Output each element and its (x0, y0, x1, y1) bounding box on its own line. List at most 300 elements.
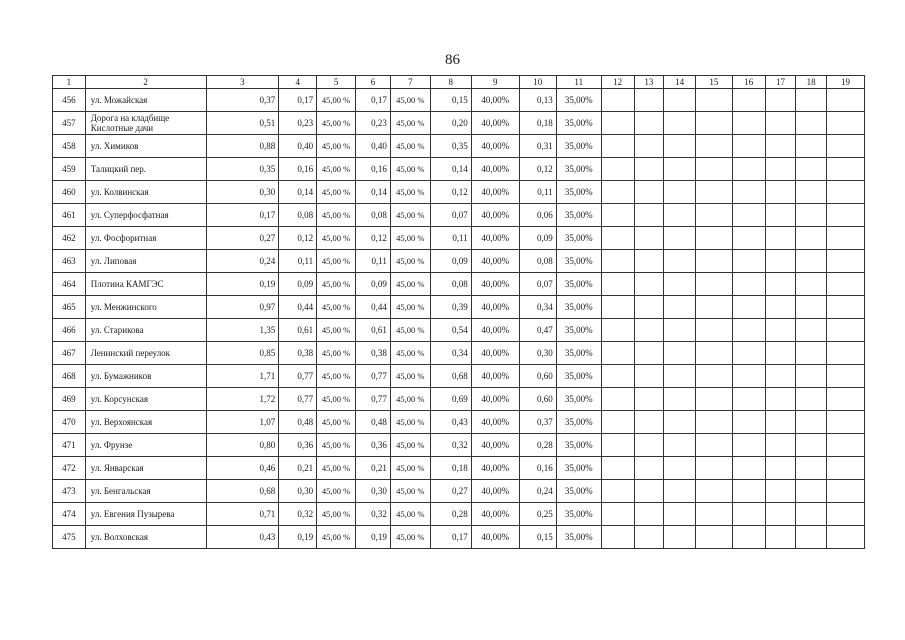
col-3-value: 1,72 (206, 388, 279, 411)
empty-cell (796, 296, 827, 319)
empty-cell (732, 480, 765, 503)
empty-cell (695, 112, 732, 135)
empty-cell (695, 480, 732, 503)
empty-cell (664, 480, 696, 503)
empty-cell (664, 457, 696, 480)
col-5-percent: 45,00 % (317, 112, 356, 135)
empty-cell (601, 434, 634, 457)
empty-cell (695, 250, 732, 273)
empty-cell (732, 457, 765, 480)
col-4-value: 0,32 (279, 503, 317, 526)
col-9-percent: 40,00% (471, 411, 519, 434)
street-name: ул. Бенгальская (85, 480, 206, 503)
street-name: ул. Волховская (85, 526, 206, 549)
col-4-value: 0,08 (279, 204, 317, 227)
empty-cell (732, 503, 765, 526)
row-number: 456 (53, 89, 86, 112)
col-5-percent: 45,00 % (317, 319, 356, 342)
street-name: Плотина КАМГЭС (85, 273, 206, 296)
street-name: ул. Фосфоритная (85, 227, 206, 250)
col-4-value: 0,09 (279, 273, 317, 296)
street-name: Дорога на кладбище Кислотные дачи (85, 112, 206, 135)
empty-cell (732, 204, 765, 227)
col-10-value: 0,30 (519, 342, 556, 365)
empty-cell (827, 296, 865, 319)
street-name: ул. Январская (85, 457, 206, 480)
column-header-12: 12 (601, 76, 634, 89)
column-header-3: 3 (206, 76, 279, 89)
empty-cell (796, 503, 827, 526)
col-6-value: 0,48 (356, 411, 391, 434)
empty-cell (601, 158, 634, 181)
table-row (53, 112, 865, 135)
col-3-value: 0,19 (206, 273, 279, 296)
column-header-5: 5 (317, 76, 356, 89)
empty-cell (796, 112, 827, 135)
empty-cell (732, 411, 765, 434)
col-3-value: 0,27 (206, 227, 279, 250)
empty-cell (601, 457, 634, 480)
empty-cell (827, 342, 865, 365)
col-7-percent: 45,00 % (390, 319, 430, 342)
row-number: 472 (53, 457, 86, 480)
col-10-value: 0,11 (519, 181, 556, 204)
empty-cell (664, 112, 696, 135)
street-name: ул. Фрунзе (85, 434, 206, 457)
col-3-value: 1,07 (206, 411, 279, 434)
col-6-value: 0,30 (356, 480, 391, 503)
col-4-value: 0,36 (279, 434, 317, 457)
empty-cell (634, 388, 664, 411)
col-7-percent: 45,00 % (390, 112, 430, 135)
col-9-percent: 40,00% (471, 296, 519, 319)
empty-cell (765, 135, 796, 158)
empty-cell (634, 273, 664, 296)
empty-cell (765, 158, 796, 181)
col-6-value: 0,11 (356, 250, 391, 273)
empty-cell (796, 457, 827, 480)
col-8-value: 0,20 (430, 112, 471, 135)
col-8-value: 0,34 (430, 342, 471, 365)
col-10-value: 0,60 (519, 388, 556, 411)
col-5-percent: 45,00 % (317, 388, 356, 411)
col-8-value: 0,43 (430, 411, 471, 434)
row-number: 461 (53, 204, 86, 227)
col-9-percent: 40,00% (471, 342, 519, 365)
col-4-value: 0,23 (279, 112, 317, 135)
table-row (53, 342, 865, 365)
col-6-value: 0,23 (356, 112, 391, 135)
col-6-value: 0,36 (356, 434, 391, 457)
empty-cell (765, 526, 796, 549)
column-header-16: 16 (732, 76, 765, 89)
empty-cell (732, 158, 765, 181)
table-row (53, 319, 865, 342)
empty-cell (601, 342, 634, 365)
empty-cell (765, 250, 796, 273)
col-11-percent: 35,00% (556, 273, 601, 296)
col-3-value: 0,30 (206, 181, 279, 204)
column-header-15: 15 (695, 76, 732, 89)
col-8-value: 0,32 (430, 434, 471, 457)
col-7-percent: 45,00 % (390, 227, 430, 250)
empty-cell (664, 296, 696, 319)
empty-cell (634, 135, 664, 158)
col-9-percent: 40,00% (471, 158, 519, 181)
row-number: 468 (53, 365, 86, 388)
table-row (53, 434, 865, 457)
col-11-percent: 35,00% (556, 227, 601, 250)
col-8-value: 0,08 (430, 273, 471, 296)
empty-cell (765, 388, 796, 411)
table-row (53, 250, 865, 273)
empty-cell (664, 526, 696, 549)
col-4-value: 0,17 (279, 89, 317, 112)
col-3-value: 0,68 (206, 480, 279, 503)
col-3-value: 0,71 (206, 503, 279, 526)
col-3-value: 0,97 (206, 296, 279, 319)
col-8-value: 0,11 (430, 227, 471, 250)
col-7-percent: 45,00 % (390, 181, 430, 204)
col-6-value: 0,38 (356, 342, 391, 365)
col-8-value: 0,09 (430, 250, 471, 273)
col-10-value: 0,15 (519, 526, 556, 549)
empty-cell (601, 319, 634, 342)
empty-cell (827, 135, 865, 158)
empty-cell (827, 204, 865, 227)
col-8-value: 0,68 (430, 365, 471, 388)
col-9-percent: 40,00% (471, 365, 519, 388)
empty-cell (695, 319, 732, 342)
table-row (53, 204, 865, 227)
col-3-value: 0,85 (206, 342, 279, 365)
col-9-percent: 40,00% (471, 457, 519, 480)
col-3-value: 0,35 (206, 158, 279, 181)
col-8-value: 0,27 (430, 480, 471, 503)
street-name: ул. Бумажников (85, 365, 206, 388)
col-4-value: 0,77 (279, 365, 317, 388)
empty-cell (732, 135, 765, 158)
empty-cell (827, 365, 865, 388)
column-header-1: 1 (53, 76, 86, 89)
col-9-percent: 40,00% (471, 89, 519, 112)
column-header-10: 10 (519, 76, 556, 89)
col-3-value: 0,17 (206, 204, 279, 227)
col-10-value: 0,47 (519, 319, 556, 342)
empty-cell (601, 204, 634, 227)
empty-cell (765, 457, 796, 480)
col-11-percent: 35,00% (556, 319, 601, 342)
col-6-value: 0,16 (356, 158, 391, 181)
col-6-value: 0,14 (356, 181, 391, 204)
row-number: 464 (53, 273, 86, 296)
col-3-value: 1,35 (206, 319, 279, 342)
col-11-percent: 35,00% (556, 204, 601, 227)
col-7-percent: 45,00 % (390, 158, 430, 181)
row-number: 471 (53, 434, 86, 457)
empty-cell (827, 89, 865, 112)
col-6-value: 0,19 (356, 526, 391, 549)
row-number: 462 (53, 227, 86, 250)
empty-cell (796, 480, 827, 503)
empty-cell (827, 250, 865, 273)
empty-cell (695, 181, 732, 204)
empty-cell (664, 250, 696, 273)
empty-cell (634, 480, 664, 503)
empty-cell (765, 434, 796, 457)
empty-cell (695, 342, 732, 365)
table-row (53, 526, 865, 549)
col-10-value: 0,07 (519, 273, 556, 296)
col-9-percent: 40,00% (471, 135, 519, 158)
empty-cell (695, 89, 732, 112)
col-11-percent: 35,00% (556, 158, 601, 181)
col-7-percent: 45,00 % (390, 411, 430, 434)
col-7-percent: 45,00 % (390, 273, 430, 296)
col-11-percent: 35,00% (556, 388, 601, 411)
col-10-value: 0,37 (519, 411, 556, 434)
empty-cell (732, 342, 765, 365)
col-8-value: 0,54 (430, 319, 471, 342)
col-6-value: 0,77 (356, 388, 391, 411)
empty-cell (664, 135, 696, 158)
row-number: 463 (53, 250, 86, 273)
empty-cell (601, 273, 634, 296)
empty-cell (765, 296, 796, 319)
col-9-percent: 40,00% (471, 227, 519, 250)
col-11-percent: 35,00% (556, 480, 601, 503)
col-4-value: 0,21 (279, 457, 317, 480)
column-header-13: 13 (634, 76, 664, 89)
empty-cell (601, 227, 634, 250)
col-6-value: 0,17 (356, 89, 391, 112)
empty-cell (695, 388, 732, 411)
empty-cell (695, 273, 732, 296)
col-4-value: 0,40 (279, 135, 317, 158)
col-8-value: 0,18 (430, 457, 471, 480)
col-7-percent: 45,00 % (390, 457, 430, 480)
row-number: 473 (53, 480, 86, 503)
street-name: ул. Можайская (85, 89, 206, 112)
column-header-7: 7 (390, 76, 430, 89)
street-name: ул. Верхоянская (85, 411, 206, 434)
empty-cell (796, 342, 827, 365)
empty-cell (796, 388, 827, 411)
col-11-percent: 35,00% (556, 135, 601, 158)
row-number: 459 (53, 158, 86, 181)
col-10-value: 0,09 (519, 227, 556, 250)
col-8-value: 0,15 (430, 89, 471, 112)
col-10-value: 0,06 (519, 204, 556, 227)
street-name: ул. Менжинского (85, 296, 206, 319)
empty-cell (664, 273, 696, 296)
col-6-value: 0,21 (356, 457, 391, 480)
empty-cell (732, 388, 765, 411)
empty-cell (634, 503, 664, 526)
empty-cell (664, 227, 696, 250)
empty-cell (765, 89, 796, 112)
empty-cell (695, 434, 732, 457)
empty-cell (827, 434, 865, 457)
empty-cell (634, 112, 664, 135)
empty-cell (732, 112, 765, 135)
row-number: 460 (53, 181, 86, 204)
col-10-value: 0,13 (519, 89, 556, 112)
col-10-value: 0,28 (519, 434, 556, 457)
table-row (53, 273, 865, 296)
empty-cell (601, 296, 634, 319)
col-9-percent: 40,00% (471, 480, 519, 503)
table-row (53, 480, 865, 503)
empty-cell (601, 411, 634, 434)
column-header-18: 18 (796, 76, 827, 89)
col-7-percent: 45,00 % (390, 296, 430, 319)
col-5-percent: 45,00 % (317, 250, 356, 273)
empty-cell (664, 503, 696, 526)
col-4-value: 0,38 (279, 342, 317, 365)
empty-cell (695, 457, 732, 480)
empty-cell (634, 296, 664, 319)
empty-cell (827, 503, 865, 526)
col-4-value: 0,16 (279, 158, 317, 181)
col-10-value: 0,12 (519, 158, 556, 181)
col-3-value: 0,43 (206, 526, 279, 549)
col-8-value: 0,17 (430, 526, 471, 549)
empty-cell (664, 365, 696, 388)
table-row (53, 296, 865, 319)
empty-cell (664, 204, 696, 227)
empty-cell (732, 296, 765, 319)
empty-cell (634, 158, 664, 181)
empty-cell (634, 89, 664, 112)
empty-cell (601, 181, 634, 204)
col-7-percent: 45,00 % (390, 204, 430, 227)
table-row (53, 89, 865, 112)
empty-cell (664, 434, 696, 457)
col-5-percent: 45,00 % (317, 526, 356, 549)
col-7-percent: 45,00 % (390, 342, 430, 365)
col-3-value: 0,37 (206, 89, 279, 112)
col-7-percent: 45,00 % (390, 388, 430, 411)
street-name: Талицкий пер. (85, 158, 206, 181)
col-11-percent: 35,00% (556, 342, 601, 365)
empty-cell (765, 227, 796, 250)
empty-cell (634, 204, 664, 227)
col-3-value: 1,71 (206, 365, 279, 388)
col-7-percent: 45,00 % (390, 89, 430, 112)
col-10-value: 0,60 (519, 365, 556, 388)
row-number: 470 (53, 411, 86, 434)
col-11-percent: 35,00% (556, 365, 601, 388)
empty-cell (827, 181, 865, 204)
empty-cell (796, 227, 827, 250)
col-10-value: 0,08 (519, 250, 556, 273)
empty-cell (765, 319, 796, 342)
col-7-percent: 45,00 % (390, 135, 430, 158)
empty-cell (634, 365, 664, 388)
col-7-percent: 45,00 % (390, 250, 430, 273)
empty-cell (796, 434, 827, 457)
col-5-percent: 45,00 % (317, 480, 356, 503)
col-7-percent: 45,00 % (390, 480, 430, 503)
empty-cell (695, 296, 732, 319)
empty-cell (827, 526, 865, 549)
street-name: Ленинский переулок (85, 342, 206, 365)
empty-cell (827, 158, 865, 181)
empty-cell (695, 411, 732, 434)
row-number: 457 (53, 112, 86, 135)
row-number: 469 (53, 388, 86, 411)
empty-cell (732, 365, 765, 388)
row-number: 466 (53, 319, 86, 342)
empty-cell (796, 158, 827, 181)
empty-cell (634, 457, 664, 480)
col-3-value: 0,51 (206, 112, 279, 135)
empty-cell (634, 227, 664, 250)
col-8-value: 0,12 (430, 181, 471, 204)
page-number: 86 (445, 52, 460, 68)
empty-cell (634, 434, 664, 457)
col-9-percent: 40,00% (471, 112, 519, 135)
empty-cell (601, 480, 634, 503)
empty-cell (695, 365, 732, 388)
empty-cell (695, 503, 732, 526)
col-4-value: 0,77 (279, 388, 317, 411)
empty-cell (664, 158, 696, 181)
col-5-percent: 45,00 % (317, 365, 356, 388)
empty-cell (634, 319, 664, 342)
empty-cell (695, 227, 732, 250)
empty-cell (634, 342, 664, 365)
col-11-percent: 35,00% (556, 434, 601, 457)
table-row (53, 135, 865, 158)
col-8-value: 0,14 (430, 158, 471, 181)
col-5-percent: 45,00 % (317, 296, 356, 319)
empty-cell (765, 365, 796, 388)
col-5-percent: 45,00 % (317, 135, 356, 158)
col-4-value: 0,11 (279, 250, 317, 273)
col-4-value: 0,44 (279, 296, 317, 319)
col-5-percent: 45,00 % (317, 227, 356, 250)
col-6-value: 0,32 (356, 503, 391, 526)
col-3-value: 0,88 (206, 135, 279, 158)
empty-cell (664, 89, 696, 112)
col-6-value: 0,12 (356, 227, 391, 250)
col-5-percent: 45,00 % (317, 181, 356, 204)
empty-cell (765, 503, 796, 526)
empty-cell (695, 204, 732, 227)
empty-cell (796, 89, 827, 112)
empty-cell (601, 388, 634, 411)
column-header-14: 14 (664, 76, 696, 89)
col-11-percent: 35,00% (556, 181, 601, 204)
empty-cell (732, 434, 765, 457)
table-row (53, 411, 865, 434)
col-7-percent: 45,00 % (390, 434, 430, 457)
col-4-value: 0,12 (279, 227, 317, 250)
col-11-percent: 35,00% (556, 411, 601, 434)
row-number: 465 (53, 296, 86, 319)
empty-cell (695, 158, 732, 181)
col-4-value: 0,14 (279, 181, 317, 204)
empty-cell (601, 526, 634, 549)
empty-cell (765, 181, 796, 204)
col-11-percent: 35,00% (556, 296, 601, 319)
col-5-percent: 45,00 % (317, 158, 356, 181)
col-5-percent: 45,00 % (317, 342, 356, 365)
street-name: ул. Колвинская (85, 181, 206, 204)
col-5-percent: 45,00 % (317, 273, 356, 296)
